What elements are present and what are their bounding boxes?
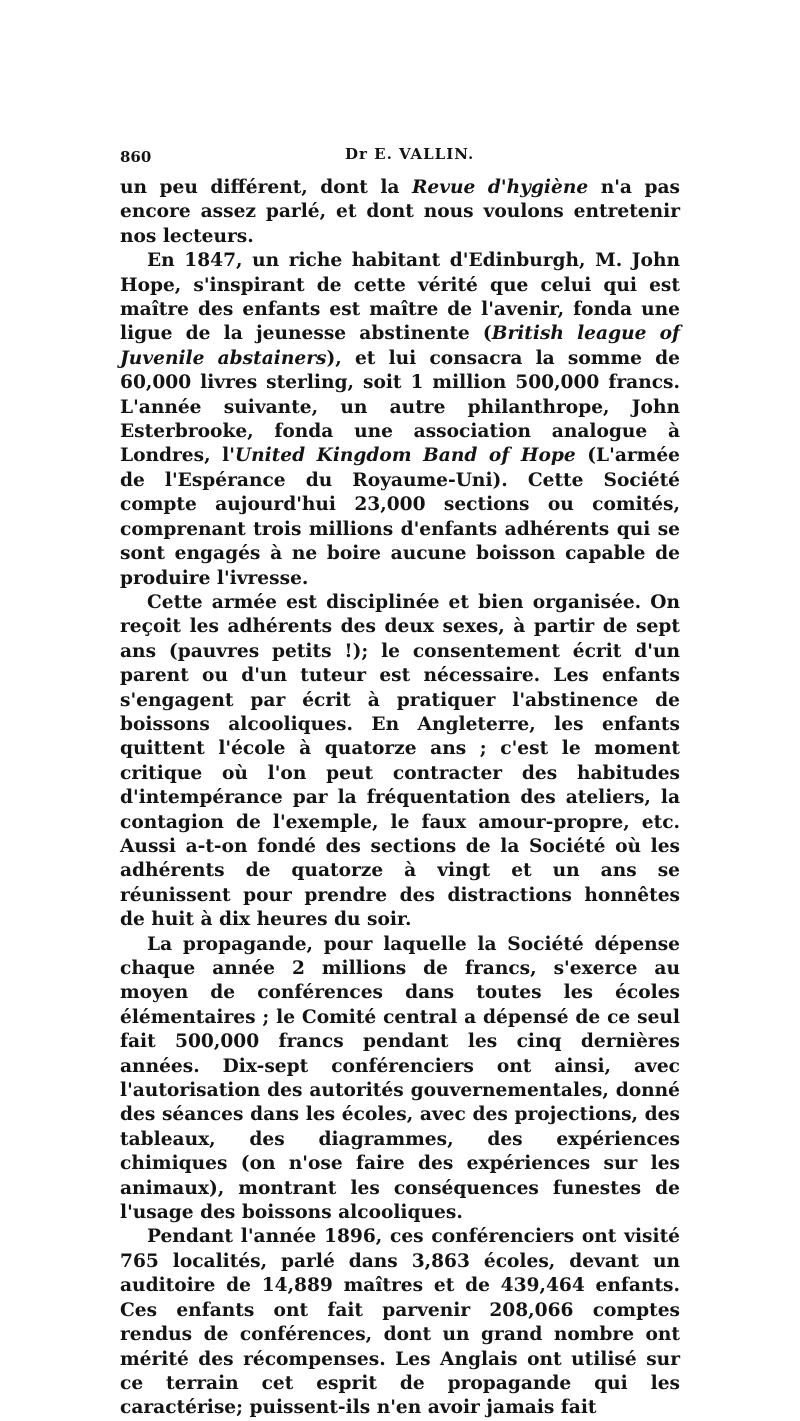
text-run: (L'armée de l'Espérance du Royaume-Uni). Cette Société compte aujourd'hui 23,000 sections ou comités, comprenant trois millions d'enfants adhérents qui se sont engagés à ne boire aucune boisson capable de produire l'ivresse.: [120, 445, 680, 589]
text-run: Cette armée est disciplinée et bien organisée. On reçoit les adhérents des deux sexes, à partir de sept ans (pauvres petits !); le consentement écrit d'un parent ou d'un tuteur est nécessaire. Les enfants s'engagent par écrit à pratiquer l'abstinence de boissons alcooliques. En Angleterre, les enfants quittent l'école à quatorze ans ; c'est le moment critique où l'on peut contracter des habitudes d'intempérance par la fréquentation des ateliers, la contagion de l'exemple, le faux amour-propre, etc. Aussi a-t-on fondé des sections de la Société où les adhérents de quatorze à vingt et un ans se réunissent pour prendre des distractions honnêtes de huit à dix heures du soir.: [120, 591, 680, 931]
page-number: 860: [120, 148, 152, 166]
book-page: [120, 140, 680, 1421]
italic-text: United Kingdom Band of Hope: [234, 445, 576, 467]
paragraph: [120, 1225, 680, 1420]
paragraph: [120, 249, 680, 591]
paragraph: [120, 176, 680, 249]
text-run: La propagande, pour laquelle la Société dépense chaque année 2 millions de francs, s'exerce au moyen de conférences dans toutes les écoles élémentaires ; le Comité central a dépensé de ce seul fait 500,000 francs pendant les cinq dernières années. Dix-sept conférenciers ont ainsi, avec l'autorisation des autorités gouvernementales, donné des séances dans les écoles, avec des projections, des tableaux, des diagrammes, des expériences chimiques (on n'ose faire des expériences sur les animaux), montrant les conséquences funestes de l'usage des boissons alcooliques.: [120, 933, 680, 1224]
italic-text: British league of Juvenile abstainers: [120, 323, 680, 369]
italic-text: Revue d'hygiène: [411, 177, 589, 198]
paragraph: [120, 591, 680, 933]
text-run: un peu différent, dont la: [120, 177, 412, 198]
body-text: [120, 176, 680, 1421]
text-run: En 1847, un riche habitant d'Edinburgh, M. John Hope, s'inspirant de cette vérité que celui qui est maître des enfants est maître de l'avenir, fonda une ligue de la jeunesse abstinente (: [120, 250, 680, 345]
running-head: [120, 140, 680, 176]
page-header-title: Dr E. VALLIN.: [345, 145, 475, 163]
paragraph: [120, 933, 680, 1226]
text-run: n'a pas encore assez parlé, et dont nous voulons entretenir nos lecteurs.: [120, 177, 680, 247]
text-run: ), et lui consacra la somme de 60,000 livres sterling, soit 1 million 500,000 francs. L'année suivante, un autre philanthrope, John Esterbrooke, fonda une association analogue à Londres, l': [120, 347, 680, 467]
text-run: Pendant l'année 1896, ces conférenciers ont visité 765 localités, parlé dans 3,863 écoles, devant un auditoire de 14,889 maîtres et de 439,464 enfants. Ces enfants ont fait parvenir 208,066 comptes rendus de conférences, dont un grand nombre ont mérité des récompenses. Les Anglais ont utilisé sur ce terrain cet esprit de propagande qui les caractérise; puissent-ils n'en avoir jamais fait: [120, 1226, 680, 1419]
